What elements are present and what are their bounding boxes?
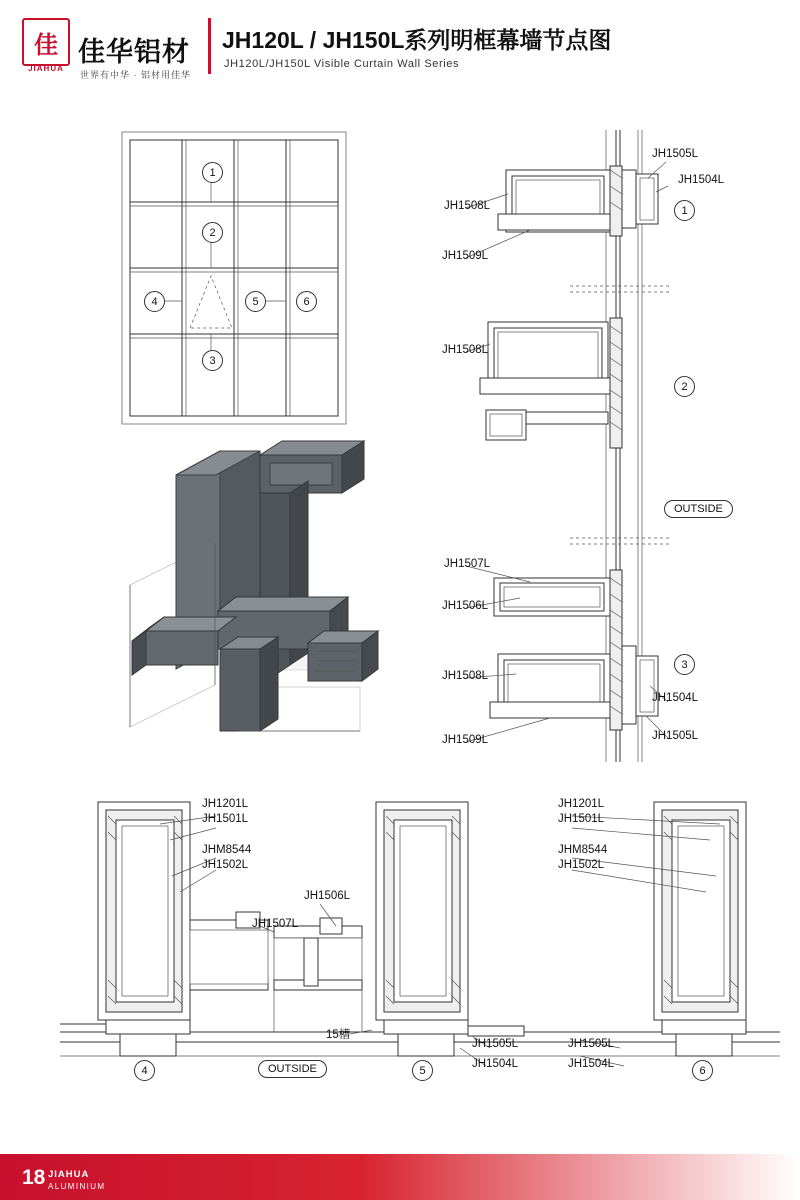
detail6-label-jhm8544: JHM8544: [558, 844, 608, 856]
detail-marker-5: 5: [412, 1060, 433, 1081]
outside-tag-sections: OUTSIDE: [664, 500, 733, 518]
detail-marker-6: 6: [692, 1060, 713, 1081]
page-subtitle: JH120L/JH150L Visible Curtain Wall Series: [224, 58, 460, 70]
detail4-label-jh1201l: JH1201L: [202, 798, 249, 810]
section-marker-3: 3: [674, 654, 695, 675]
detail5-label-jh1504l: JH1504L: [472, 1058, 519, 1070]
elevation-drawing: [118, 128, 350, 428]
footer-bar: [0, 1154, 800, 1200]
section-label-jh1507l: JH1507L: [444, 558, 491, 570]
section-label-jh1504l-bottom: JH1504L: [652, 692, 699, 704]
detail4-label-jh1502l: JH1502L: [202, 859, 249, 871]
section-label-jh1508l-1: JH1508L: [444, 200, 491, 212]
elevation-marker-1: 1: [202, 162, 223, 183]
elevation-marker-2: 2: [202, 222, 223, 243]
middle-label-jh1507l: JH1507L: [252, 918, 299, 930]
logo-company-name: 佳华铝材: [78, 37, 190, 67]
middle-label-15cao: 15槽: [326, 1029, 351, 1041]
detail4-label-jh1501l: JH1501L: [202, 813, 249, 825]
page-header: [0, 0, 800, 100]
isometric-profile-illustration: [110, 435, 390, 755]
elevation-marker-4: 4: [144, 291, 165, 312]
detail5-label-jh1505l: JH1505L: [472, 1038, 519, 1050]
section-label-jh1505l-bottom: JH1505L: [652, 730, 699, 742]
elevation-marker-6: 6: [296, 291, 317, 312]
section-label-jh1508l-2: JH1508L: [442, 344, 489, 356]
section-label-jh1506l: JH1506L: [442, 600, 489, 612]
section-marker-2: 2: [674, 376, 695, 397]
section-label-jh1508l-3: JH1508L: [442, 670, 489, 682]
company-logo: [22, 18, 197, 80]
detail6-label-jh1504l: JH1504L: [568, 1058, 615, 1070]
section-label-jh1505l-top: JH1505L: [652, 148, 699, 160]
page-number: 18: [22, 1166, 46, 1189]
section-label-jh1504l-top: JH1504L: [678, 174, 725, 186]
detail6-label-jh1501l: JH1501L: [558, 813, 605, 825]
middle-label-jh1506l: JH1506L: [304, 890, 351, 902]
footer-brand-sub: ALUMINIUM: [48, 1182, 106, 1191]
page-title: JH120L / JH150L系列明框幕墙节点图: [222, 27, 612, 53]
logo-slogan: 世界有中华 · 铝材用佳华: [80, 70, 191, 80]
outside-tag-bottom: OUTSIDE: [258, 1060, 327, 1078]
section-marker-1: 1: [674, 200, 695, 221]
header-divider: [208, 18, 211, 74]
elevation-marker-5: 5: [245, 291, 266, 312]
footer-brand: JIAHUA: [48, 1169, 90, 1180]
detail6-label-jh1201l: JH1201L: [558, 798, 605, 810]
logo-badge-sub: JIAHUA: [28, 64, 64, 73]
logo-badge-icon: 佳: [22, 18, 70, 66]
detail6-label-jh1502l: JH1502L: [558, 859, 605, 871]
vertical-sections-group: [420, 126, 792, 766]
section-label-jh1509l-1: JH1509L: [442, 250, 489, 262]
elevation-marker-3: 3: [202, 350, 223, 371]
section-label-jh1509l-2: JH1509L: [442, 734, 489, 746]
detail4-label-jhm8544: JHM8544: [202, 844, 252, 856]
detail6-label-jh1505l: JH1505L: [568, 1038, 615, 1050]
detail-marker-4: 4: [134, 1060, 155, 1081]
horizontal-details-group: [20, 780, 786, 1100]
page-footer: [0, 1142, 800, 1200]
